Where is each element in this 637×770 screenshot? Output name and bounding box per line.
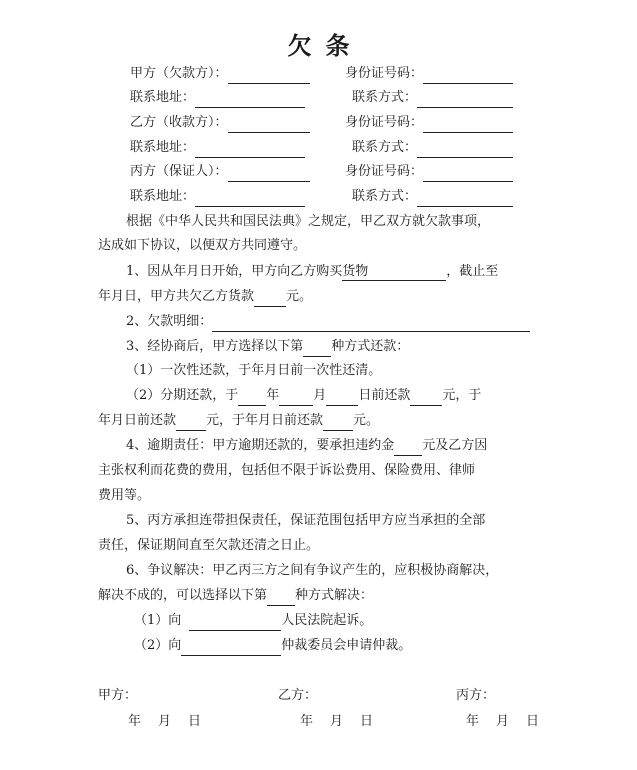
clause-2-label: 2、欠款明细： [126, 314, 213, 329]
party-c-label: 丙方（保证人）： [130, 164, 228, 179]
party-c-address-label: 联系地址： [130, 189, 196, 204]
intro-line-2: 达成如下协议，以便双方共同遵守。 [98, 238, 307, 253]
clause-4-text-a: 4、逾期责任：甲方逾期还款的，要承担违约金 [126, 438, 395, 453]
clause-4-line-3: 费用等。 [98, 488, 151, 503]
party-b-contact-label: 联系方式： [352, 140, 418, 155]
party-a-address-label: 联系地址： [130, 90, 196, 105]
option-2-year-label: 年 [266, 388, 280, 403]
clause-6-text-c: 种方式解决： [295, 588, 374, 603]
option-2-text-g: 元，于年月日前还款 [206, 413, 324, 428]
option-2-year-field[interactable] [238, 390, 266, 406]
option-2-text-f: 年月日前还款 [98, 413, 177, 428]
clause-1-goods-field[interactable]: 货物 [342, 263, 446, 281]
clause-1-text-a: 1、因从年月日开始，甲方向乙方购买 [126, 264, 343, 279]
party-c-id-label: 身份证号码： [345, 164, 424, 179]
party-a-label: 甲方（欠款方）： [130, 66, 228, 81]
party-a-id-field[interactable] [423, 68, 513, 84]
signature-party-b-date: 年 月 日 [300, 714, 376, 729]
clause-3-text-b: 种方式还款： [331, 339, 410, 354]
clause-1-line-1 [126, 262, 498, 282]
intro-line-1: 根据《中华人民共和国民法典》之规定，甲乙双方就欠款事项， [126, 214, 491, 229]
clause-3-text-a: 3、经协商后，甲方选择以下第 [126, 339, 304, 354]
party-a-id-label: 身份证号码： [345, 66, 424, 81]
clause-1-text-b: ，截止至 [446, 264, 499, 279]
party-c-address-field[interactable] [195, 191, 305, 207]
option-2-text-h: 元。 [353, 413, 380, 428]
clause-6-opt2-prefix: （2）向 [134, 638, 182, 653]
party-b-contact-row [352, 138, 513, 158]
option-2-text-d: 日前还款 [358, 388, 411, 403]
clause-4-text-b: 元及乙方因 [422, 438, 488, 453]
clause-6-line-2 [98, 586, 373, 606]
clause-6-option-2 [134, 636, 411, 656]
clause-4-penalty-field[interactable] [394, 440, 422, 456]
party-b-id-label: 身份证号码： [345, 115, 424, 130]
clause-3-option-2-line-2 [98, 411, 379, 431]
clause-1-line-2 [98, 287, 312, 307]
party-b-name-field[interactable] [228, 117, 310, 133]
party-a-address-row [130, 88, 305, 108]
clause-5-line-1: 5、丙方承担连带担保责任，保证范围包括甲方应当承担的全部 [126, 513, 486, 528]
arbitration-name-field[interactable] [181, 640, 281, 656]
clause-6-opt1-suffix: 人民法院起诉。 [281, 613, 373, 628]
party-c-row [130, 162, 310, 182]
clause-4-line-2: 主张权利而花费的费用，包括但不限于诉讼费用、保险费用、律师 [98, 463, 476, 478]
document-title: 欠条 [287, 32, 364, 60]
clause-6-option-1 [134, 611, 372, 631]
party-b-label: 乙方（收款方）： [130, 115, 228, 130]
signature-party-c-date: 年 月 日 [466, 714, 542, 729]
party-a-contact-label: 联系方式： [352, 90, 418, 105]
party-b-address-field[interactable] [195, 142, 305, 158]
clause-6-opt2-suffix: 仲裁委员会申请仲裁。 [281, 638, 412, 653]
party-c-name-field[interactable] [228, 166, 310, 182]
party-b-id-field[interactable] [423, 117, 513, 133]
party-b-address-row [130, 138, 305, 158]
party-a-contact-field[interactable] [417, 92, 513, 108]
option-2-amount-2-field[interactable] [176, 415, 206, 431]
party-b-row [130, 113, 310, 133]
clause-2-line [126, 312, 530, 332]
party-row-a [130, 64, 310, 84]
signature-party-a-label: 甲方： [98, 688, 138, 703]
clause-1-text-d: 元。 [286, 289, 313, 304]
party-c-contact-field[interactable] [417, 191, 513, 207]
party-a-name-field[interactable] [228, 68, 310, 84]
option-2-text-e: 元，于 [442, 388, 482, 403]
clause-3-option-1: （1）一次性还款，于年月日前一次性还清。 [126, 363, 382, 378]
party-c-contact-label: 联系方式： [352, 189, 418, 204]
clause-3-choice-field[interactable] [303, 341, 331, 357]
party-b-id-row [345, 113, 513, 133]
party-c-contact-row [352, 187, 513, 207]
party-a-id-row [345, 64, 513, 84]
clause-6-text-b: 解决不成的，可以选择以下第 [98, 588, 268, 603]
option-2-day-field[interactable] [326, 390, 358, 406]
clause-1-text-c: 年月日，甲方共欠乙方货款 [98, 289, 255, 304]
clause-6-opt1-prefix: （1）向 [134, 613, 182, 628]
party-b-contact-field[interactable] [417, 142, 513, 158]
clause-2-detail-field[interactable] [212, 316, 530, 332]
court-name-field[interactable] [189, 615, 281, 631]
clause-1-amount-field[interactable] [254, 291, 286, 307]
party-a-contact-row [352, 88, 513, 108]
signature-party-c-label: 丙方： [456, 688, 496, 703]
clause-3-option-2-line-1 [126, 386, 481, 406]
clause-4-line-1 [126, 436, 487, 456]
signature-party-b-label: 乙方： [278, 688, 318, 703]
signature-party-a-date: 年 月 日 [128, 714, 204, 729]
clause-3-line [126, 337, 409, 357]
option-2-month-field[interactable] [279, 390, 313, 406]
option-2-amount-3-field[interactable] [323, 415, 353, 431]
clause-6-choice-field[interactable] [267, 590, 295, 606]
option-2-month-label: 月 [313, 388, 327, 403]
option-2-amount-1-field[interactable] [410, 390, 442, 406]
option-2-text-a: （2）分期还款，于 [126, 388, 239, 403]
clause-5-line-2: 责任，保证期间直至欠款还清之日止。 [98, 538, 320, 553]
clause-6-line-1: 6、争议解决：甲乙丙三方之间有争议产生的，应积极协商解决， [126, 563, 499, 578]
party-b-address-label: 联系地址： [130, 140, 196, 155]
party-c-address-row [130, 187, 305, 207]
party-a-address-field[interactable] [195, 92, 305, 108]
party-c-id-row [345, 162, 513, 182]
party-c-id-field[interactable] [423, 166, 513, 182]
